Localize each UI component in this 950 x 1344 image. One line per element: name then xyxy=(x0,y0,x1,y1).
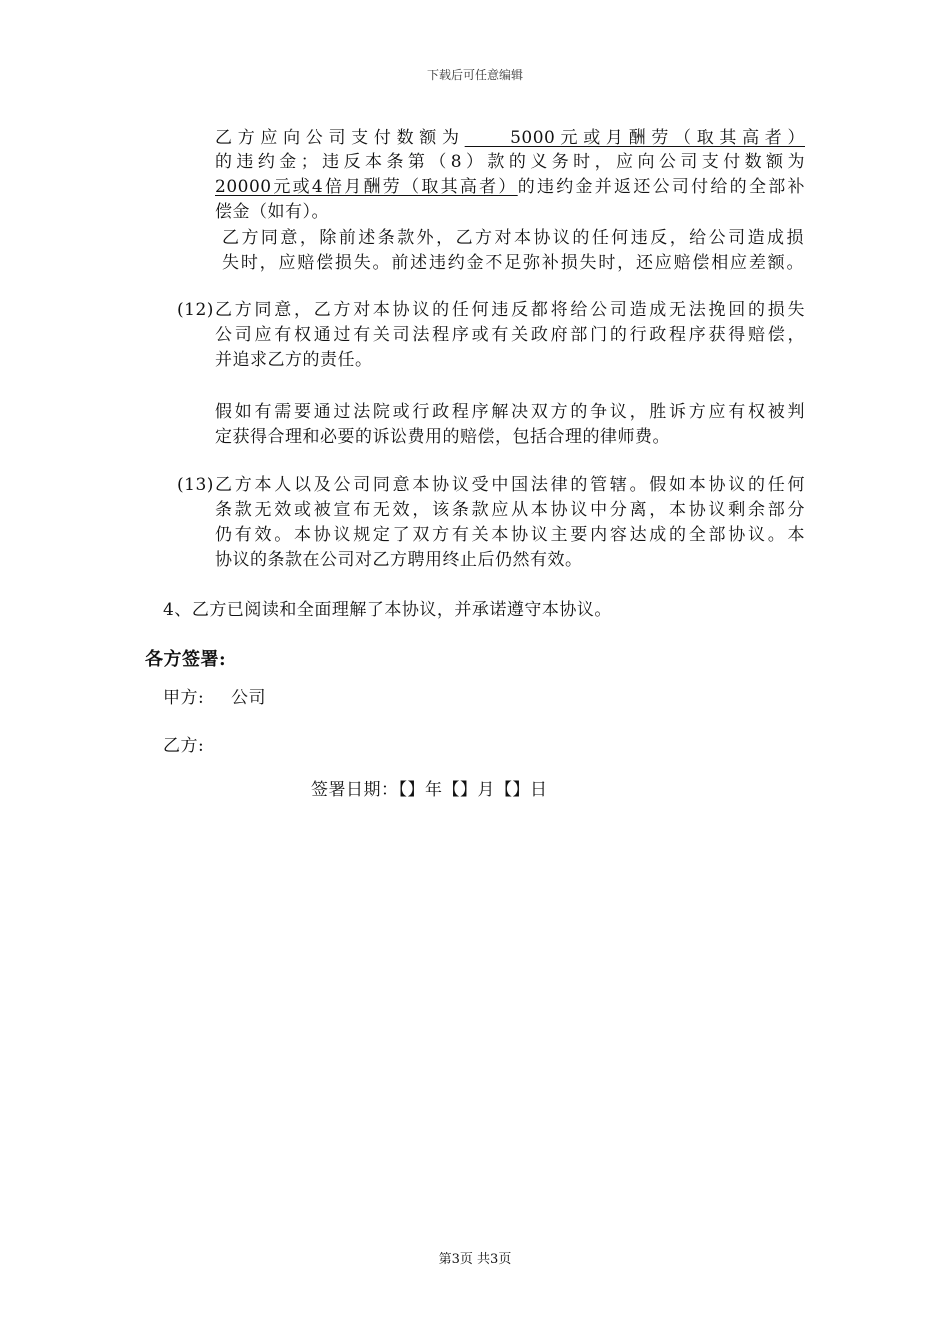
penalty-line-1 xyxy=(215,126,805,150)
clause-4-text: 4、乙方已阅读和全面理解了本协议，并承诺遵守本协议。 xyxy=(163,600,612,620)
penalty-text: 乙方应向公司支付数额为 xyxy=(215,128,465,148)
clause-13-line-3: 仍有效。本协议规定了双方有关本协议主要内容达成的全部协议。本 xyxy=(215,525,805,545)
penalty-line-3 xyxy=(215,175,805,199)
clause-13-line-2: 条款无效或被宣布无效，该条款应从本协议中分离，本协议剩余部分 xyxy=(215,500,805,520)
signing-date: 签署日期：【】年【】月【】日 xyxy=(311,780,548,800)
clause-12-number: (12) xyxy=(177,300,214,320)
damages-line-1: 乙方同意，除前述条款外，乙方对本协议的任何违反，给公司造成损 xyxy=(222,228,804,248)
clause-12-line-5: 定获得合理和必要的诉讼费用的赔偿，包括合理的律师费。 xyxy=(215,427,670,447)
penalty-amount-underlined: 5000元或月酬劳（取其高者） xyxy=(464,128,805,148)
damages-line-2: 失时，应赔偿损失。前述违约金不足弥补损失时，还应赔偿相应差额。 xyxy=(222,253,804,273)
clause-12-line-3: 并追求乙方的责任。 xyxy=(215,350,373,370)
page-header: 下载后可任意编辑 xyxy=(426,68,523,82)
clause-13-line-4: 协议的条款在公司对乙方聘用终止后仍然有效。 xyxy=(215,550,583,570)
clause-12-line-2: 公司应有权通过有关司法程序或有关政府部门的行政程序获得赔偿， xyxy=(215,325,805,345)
penalty-text-2: 的违约金并返还公司付给的全部补 xyxy=(517,177,805,197)
signature-heading: 各方签署: xyxy=(145,649,227,670)
clause-13-line-1: 乙方本人以及公司同意本协议受中国法律的管辖。假如本协议的任何 xyxy=(215,475,805,495)
penalty-line-2: 的违约金；违反本条第（8）款的义务时，应向公司支付数额为 xyxy=(215,152,805,172)
penalty-amount-2-underlined: 20000元或4倍月酬劳（取其高者） xyxy=(215,177,518,197)
page-footer: 第3页 共3页 xyxy=(438,1252,512,1267)
party-a-value: 公司 xyxy=(231,688,266,708)
clause-12-line-1: 乙方同意，乙方对本协议的任何违反都将给公司造成无法挽回的损失 xyxy=(215,300,805,320)
party-b-label: 乙方: xyxy=(163,736,205,756)
party-a-label: 甲方: xyxy=(163,688,205,708)
clause-13-number: (13) xyxy=(177,475,214,495)
clause-12-line-4: 假如有需要通过法院或行政程序解决双方的争议，胜诉方应有权被判 xyxy=(215,402,805,422)
penalty-line-4: 偿金（如有）。 xyxy=(215,202,329,222)
